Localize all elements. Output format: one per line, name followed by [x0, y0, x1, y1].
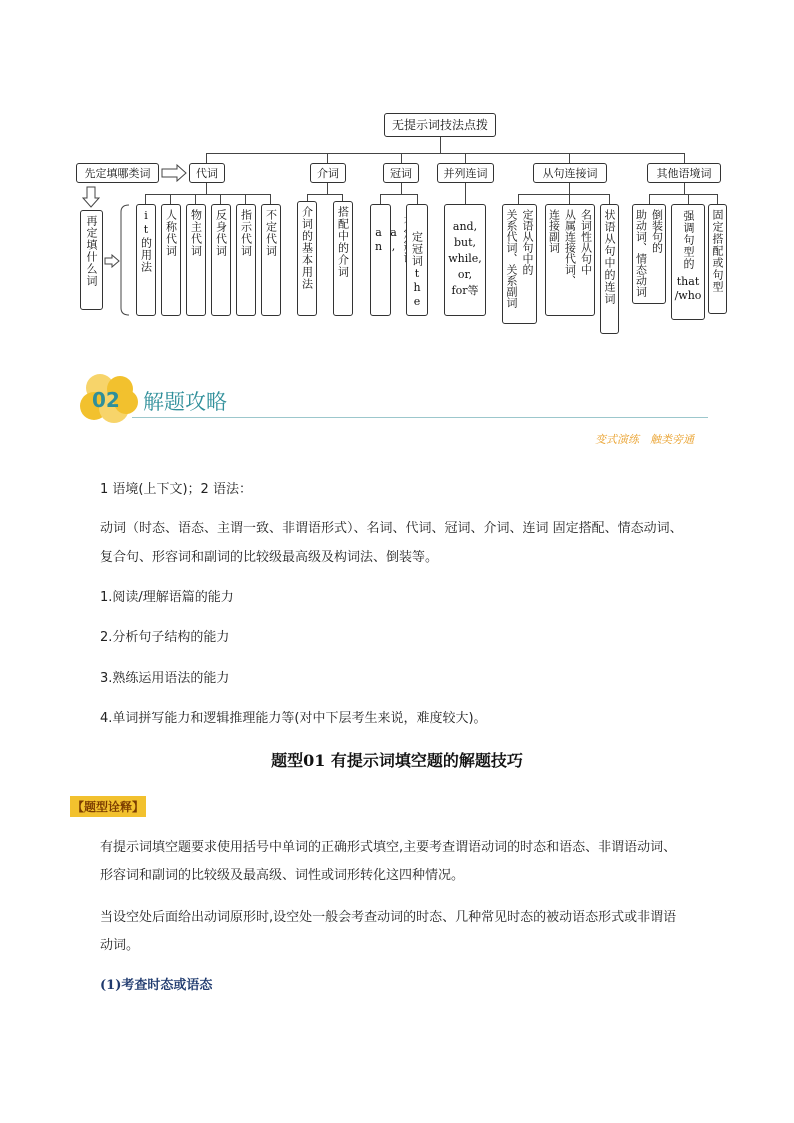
clause-item-noun: 名词性从句中 从属连接代词、 连接副词 [545, 204, 595, 316]
arrow-down-icon [82, 186, 100, 212]
paragraph: 形容词和副词的比较级及最高级、词性或词形转化这四种情况。 [100, 868, 465, 883]
list-item: 4.单词拼写能力和逻辑推理能力等(对中下层考生来说，难度较大)。 [100, 711, 487, 726]
section-number: 02 [92, 388, 120, 412]
diagram-step-which-word: 再定填什么词 [80, 210, 103, 310]
article-item-definite: 定冠词the [406, 204, 428, 316]
section-tagline: 变式演练 触类旁通 [595, 433, 694, 446]
category-pronoun: 代词 [189, 163, 225, 183]
paragraph: 当设空处后面给出动词原形时,设空处一般会考查动词的时态、几种常见时态的被动语态形式或非谓语 [100, 910, 677, 925]
clause-item-relative: 定语从句中的 关系代词、关系副词 [502, 204, 537, 324]
sub-heading: (1)考查时态或语态 [100, 978, 213, 993]
pronoun-item: 人称代词 [161, 204, 181, 316]
other-item-inversion: 倒装句的 助动词、情态动词 [632, 204, 666, 304]
question-type-tag: 【题型诠释】 [70, 796, 146, 817]
category-conjunction: 并列连词 [437, 163, 494, 183]
arrow-right-icon [161, 163, 187, 187]
diagram-root: 无提示词技法点拨 [384, 113, 496, 137]
paragraph: 动词（时态、语态、主谓一致、非谓语形式）、名词、代词、冠词、介词、连词 固定搭配、情态动词、 [100, 521, 683, 536]
question-type-heading: 题型01 有提示词填空题的解题技巧 [271, 751, 523, 770]
category-clause-connector: 从句连接词 [533, 163, 607, 183]
pronoun-item: 指示代词 [236, 204, 256, 316]
list-item: 3.熟练运用语法的能力 [100, 671, 230, 686]
diagram-step-which-class: 先定填哪类词 [76, 163, 159, 183]
paragraph: 复合句、形容词和副词的比较级最高级及构词法、倒装等。 [100, 550, 439, 565]
category-other-context: 其他语境词 [647, 163, 721, 183]
preposition-item: 介词的基本用法 [297, 201, 317, 316]
bracket [118, 204, 130, 320]
category-preposition: 介词 [310, 163, 346, 183]
list-item: 1.阅读/理解语篇的能力 [100, 590, 234, 605]
paragraph: 1 语境(上下文)；2 语法： [100, 482, 252, 497]
paragraph: 动词。 [100, 938, 140, 953]
other-item-fixed: 固定搭配或句型 [708, 204, 727, 314]
category-article: 冠词 [383, 163, 419, 183]
section-title: 解题攻略 [143, 390, 227, 414]
clause-item-adverbial: 状语从句中的连词 [600, 204, 619, 334]
pronoun-item: 反身代词 [211, 204, 231, 316]
pronoun-item: 物主代词 [186, 204, 206, 316]
preposition-item: 搭配中的介词 [333, 201, 353, 316]
pronoun-item: it的用法 [136, 204, 156, 316]
article-item-indefinite: a, an [370, 204, 391, 316]
other-item-emphasis: 强调句型的 that /who [671, 204, 705, 320]
list-item: 2.分析句子结构的能力 [100, 630, 230, 645]
conjunction-item: and, but, while, or, for等 [444, 204, 486, 316]
paragraph: 有提示词填空题要求使用括号中单词的正确形式填空,主要考查谓语动词的时态和语态、非谓语动词、 [100, 840, 677, 855]
pronoun-item: 不定代词 [261, 204, 281, 316]
section-rule [132, 417, 708, 418]
